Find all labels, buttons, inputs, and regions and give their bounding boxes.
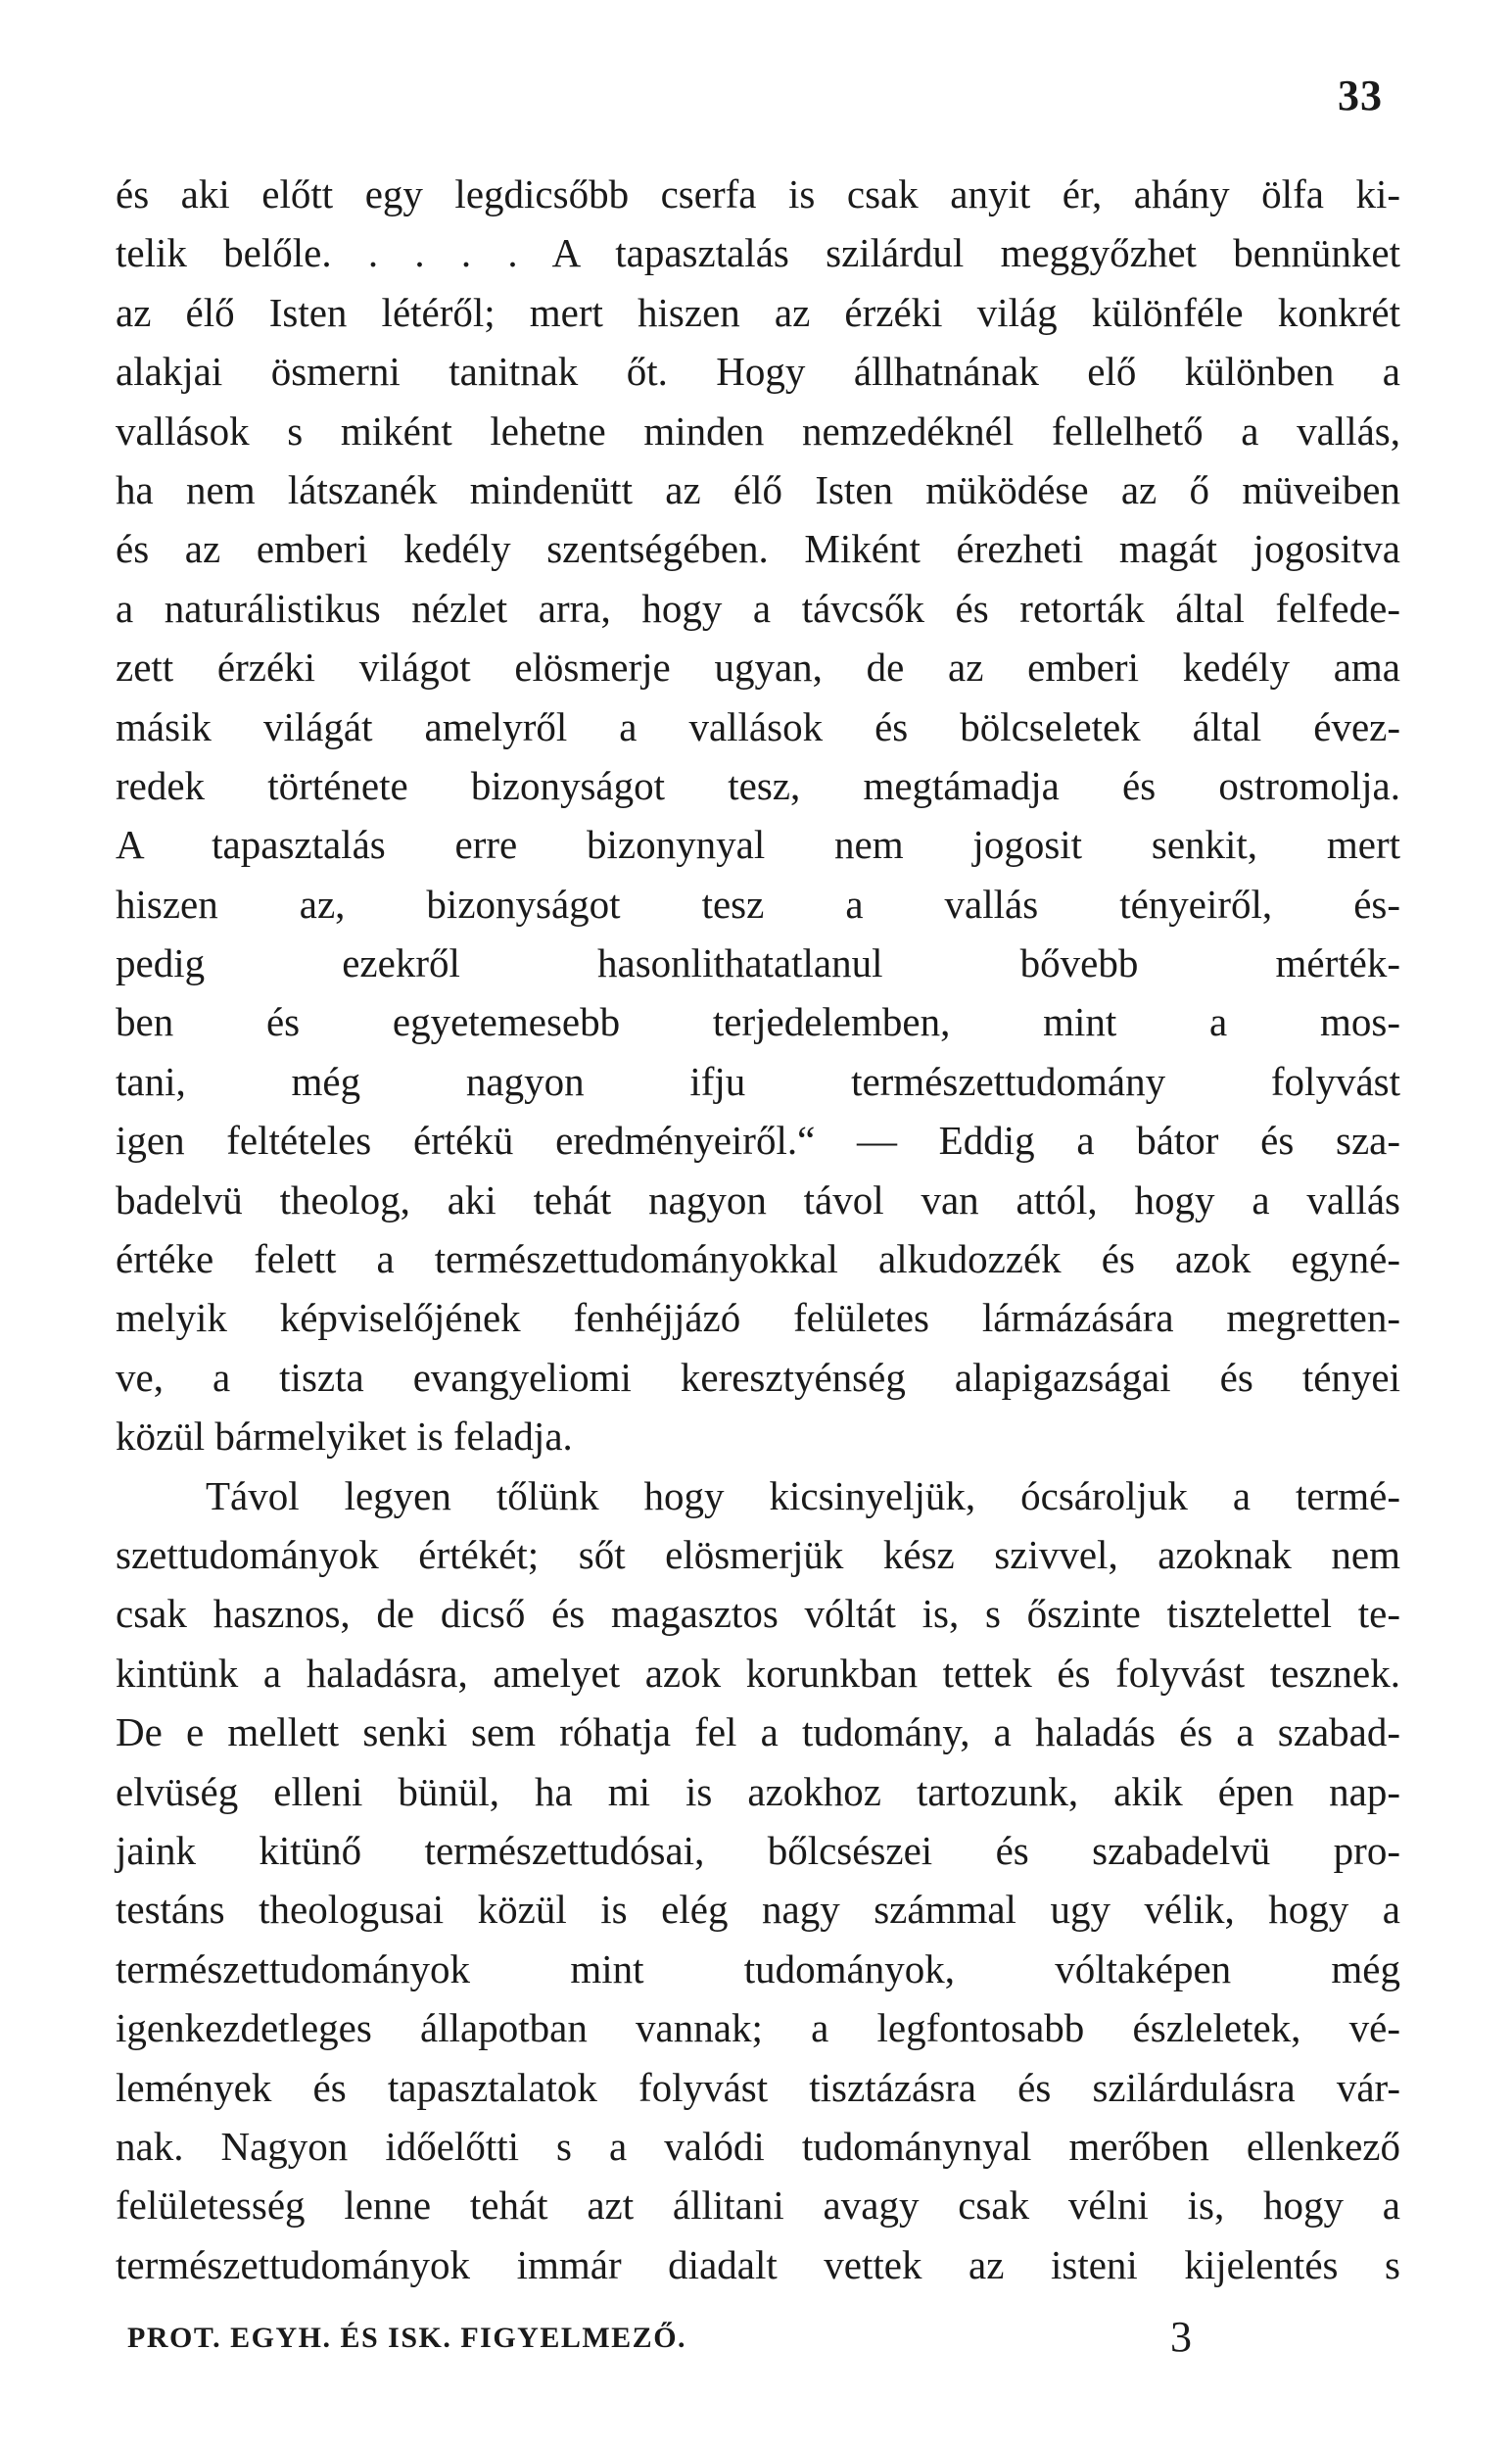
text-line: és aki előtt egy legdicsőbb cserfa is csak anyit ér, ahány ölfa ki- <box>116 171 1400 216</box>
text-line: csak hasznos, de dicső és magasztos vóltát is, s őszinte tisztelettel te- <box>116 1591 1400 1637</box>
text-line: ve, a tiszta evangyeliomi keresztyénség alapigazságai és tényei <box>116 1354 1400 1400</box>
text-line: A tapasztalás erre bizonynyal nem jogosit senkit, mert <box>116 822 1400 868</box>
text-line: jaink kitünő természettudósai, bőlcsészei és szabadelvü pro- <box>116 1827 1400 1873</box>
text-line: közül bármelyiket is feladja. <box>116 1414 573 1460</box>
text-line: értéke felett a természettudományokkal alkudozzék és azok egyné- <box>116 1236 1400 1282</box>
footer-journal-title: PROT. EGYH. ÉS ISK. FIGYELMEZŐ. <box>127 2322 687 2354</box>
page-footer <box>127 2312 1400 2371</box>
text-line: természettudományok immár diadalt vettek az isteni kijelentés s <box>116 2241 1400 2287</box>
text-line: telik belőle. . . . . A tapasztalás szilárdul meggyőzhet bennünket <box>116 230 1400 276</box>
text-line: elvüség elleni bünül, ha mi is azokhoz tartozunk, akik épen nap- <box>116 1768 1400 1814</box>
text-line: tani, még nagyon ifju természettudomány folyvást <box>116 1058 1400 1104</box>
text-line: kintünk a haladásra, amelyet azok korunkban tettek és folyvást tesznek. <box>116 1650 1400 1696</box>
body-text <box>116 165 1400 2294</box>
text-line: redek története bizonyságot tesz, megtámadja és ostromolja. <box>116 762 1400 808</box>
text-line: másik világát amelyről a vallások és bölcseletek által évez- <box>116 703 1400 749</box>
text-line: felületesség lenne tehát azt állitani avagy csak vélni is, hogy a <box>116 2182 1400 2229</box>
text-line: szettudományok értékét; sőt elösmerjük kész szivvel, azoknak nem <box>116 1531 1400 1577</box>
text-line: hiszen az, bizonyságot tesz a vallás tényeiről, és- <box>116 881 1400 927</box>
text-line: nak. Nagyon időelőtti s a valódi tudománynyal merőben ellenkező <box>116 2123 1400 2169</box>
text-line: melyik képviselőjének fenhéjjázó felületes lármázására megretten- <box>116 1295 1400 1341</box>
text-line: igenkezdetleges állapotban vannak; a legfontosabb észleletek, vé- <box>116 2005 1400 2051</box>
text-line: badelvü theolog, aki tehát nagyon távol van attól, hogy a vallás <box>116 1176 1400 1223</box>
text-line: pedig ezekről hasonlithatatlanul bővebb mérték- <box>116 940 1400 986</box>
text-line: az élő Isten létéről; mert hiszen az érzéki világ különféle konkrét <box>116 289 1400 335</box>
text-line: igen feltételes értékü eredményeiről.“ — Eddig a bátor és sza- <box>116 1118 1400 1164</box>
text-line: De e mellett senki sem róhatja fel a tudomány, a haladás és a szabad- <box>116 1709 1400 1755</box>
text-line: vallások s miként lehetne minden nemzedéknél fellelhető a vallás, <box>116 408 1400 454</box>
footer-signature-mark: 3 <box>1170 2313 1192 2361</box>
text-line: lemények és tapasztalatok folyvást tisztázásra és szilárdulásra vár- <box>116 2064 1400 2110</box>
text-line: a naturálistikus nézlet arra, hogy a távcsők és retorták által felfede- <box>116 585 1400 631</box>
text-line: és az emberi kedély szentségében. Miként érezheti magát jogositva <box>116 526 1400 572</box>
text-line: testáns theologusai közül is elég nagy számmal ugy vélik, hogy a <box>116 1887 1400 1933</box>
text-line: természettudományok mint tudományok, vóltaképen még <box>116 1945 1400 1991</box>
text-line: zett érzéki világot elösmerje ugyan, de az emberi kedély ama <box>116 645 1400 691</box>
text-line: ben és egyetemesebb terjedelemben, mint a mos- <box>116 999 1400 1045</box>
page-number: 33 <box>1338 72 1383 120</box>
text-line: alakjai ösmerni tanitnak őt. Hogy állhatnának elő különben a <box>116 349 1400 395</box>
text-line: ha nem látszanék mindenütt az élő Isten müködése az ő müveiben <box>116 466 1400 512</box>
text-line: Távol legyen tőlünk hogy kicsinyeljük, ócsároljuk a termé- <box>206 1472 1400 1518</box>
